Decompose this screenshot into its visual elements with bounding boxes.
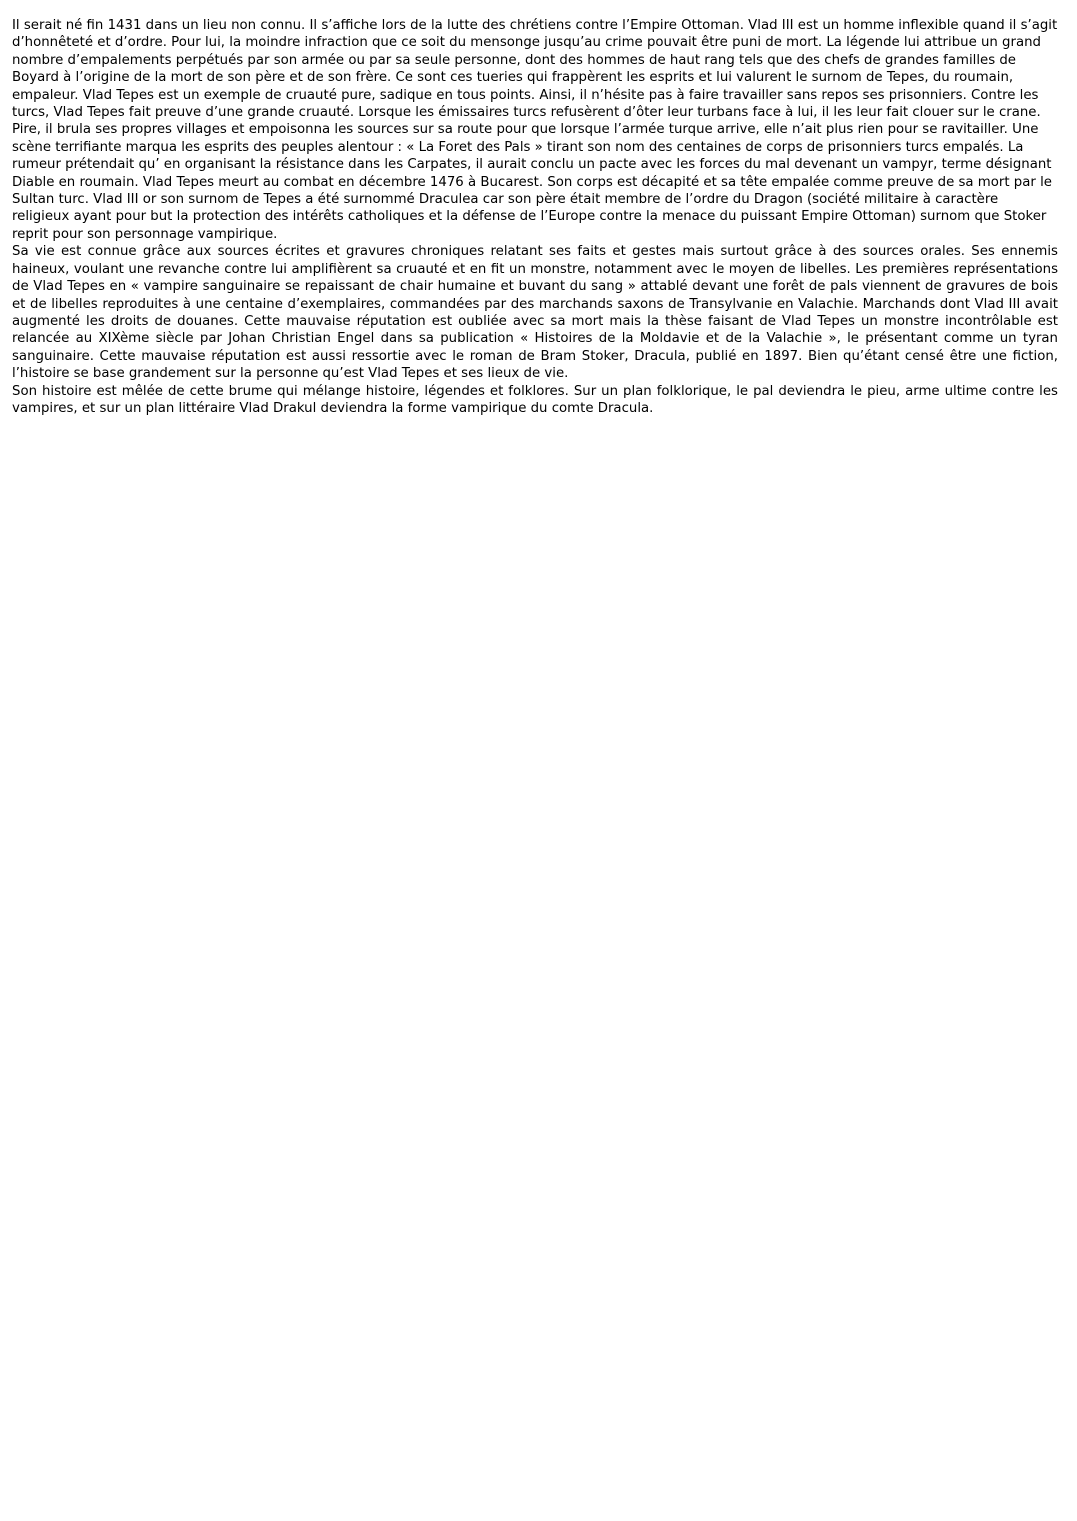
paragraph-sources-reputation: Sa vie est connue grâce aux sources écrites et gravures chroniques relatant ses faits et gestes mais surtout grâce à des sources orales. Ses ennemis haineux, voulant une revanche contre lui amplifièrent sa cruauté et en fit un monstre, notamment avec le moyen de libelles. Les premières représentations de Vlad Tepes en « vampire sanguinaire se repaissant de chair humaine et buvant du sang » attablé devant une forêt de pals viennent de gravures de bois et de libelles reproduites à une centaine d’exemplaires, commandées par des marchands saxons de Transylvanie en Valachie. Marchands dont Vlad III avait augmenté les droits de douanes. Cette mauvaise réputation est oubliée avec sa mort mais la thèse faisant de Vlad Tepes un monstre incontrôlable est relancée au XIXème siècle par Johan Christian Engel dans sa publication « Histoires de la Moldavie et de la Valachie », le présentant comme un tyran sanguinaire. Cette mauvaise réputation est aussi ressortie avec le roman de Bram Stoker, Dracula, publié en 1897. Bien qu’étant censé être une fiction, l’histoire se base grandement sur la personne qu’est Vlad Tepes et ses lieux de vie.	[12, 244, 1058, 382]
document-page	[12, 17, 1058, 417]
paragraph-folklore: Son histoire est mêlée de cette brume qui mélange histoire, légendes et folklores. Sur un plan folklorique, le pal deviendra le pieu, arme ultime contre les vampires, et sur un plan littéraire Vlad Drakul deviendra la forme vampirique du comte Dracula.	[12, 383, 1058, 416]
paragraph-vlad-biography: Il serait né fin 1431 dans un lieu non connu. Il s’affiche lors de la lutte des chrétiens contre l’Empire Ottoman. Vlad III est un homme inflexible quand il s’agit d’honnêteté et d’ordre. Pour lui, la moindre infraction que ce soit du mensonge jusqu’au crime pouvait être puni de mort. La légende lui attribue un grand nombre d’empalements perpétués par son armée ou par sa seule personne, dont des hommes de haut rang tels que des chefs de grandes familles de Boyard à l’origine de la mort de son père et de son frère. Ce sont ces tueries qui frappèrent les esprits et lui valurent le surnom de Tepes, du roumain, empaleur. Vlad Tepes est un exemple de cruauté pure, sadique en tous points. Ainsi, il n’hésite pas à faire travailler sans repos ses prisonniers. Contre les turcs, Vlad Tepes fait preuve d’une grande cruauté. Lorsque les émissaires turcs refusèrent d’ôter leur turbans face à lui, il les leur fait clouer sur le crane. Pire, il brula ses propres villages et empoisonna les sources sur sa route pour que lorsque l’armée turque arrive, elle n’ait plus rien pour se ravitailler. Une scène terrifiante marqua les esprits des peuples alentour : « La Foret des Pals » tirant son nom des centaines de corps de prisonniers turcs empalés. La rumeur prétendait qu’ en organisant la résistance dans les Carpates, il aurait conclu un pacte avec les forces du mal devenant un vampyr, terme désignant Diable en roumain. Vlad Tepes meurt au combat en décembre 1476 à Bucarest. Son corps est décapité et sa tête empalée comme preuve de sa mort par le Sultan turc. Vlad III or son surnom de Tepes a été surnommé Draculea car son père était membre de l’ordre du Dragon (société militaire à caractère religieux ayant pour but la protection des intérêts catholiques et la défense de l’Europe contre la menace du puissant Empire Ottoman) surnom que Stoker reprit pour son personnage vampirique.	[12, 18, 1058, 242]
